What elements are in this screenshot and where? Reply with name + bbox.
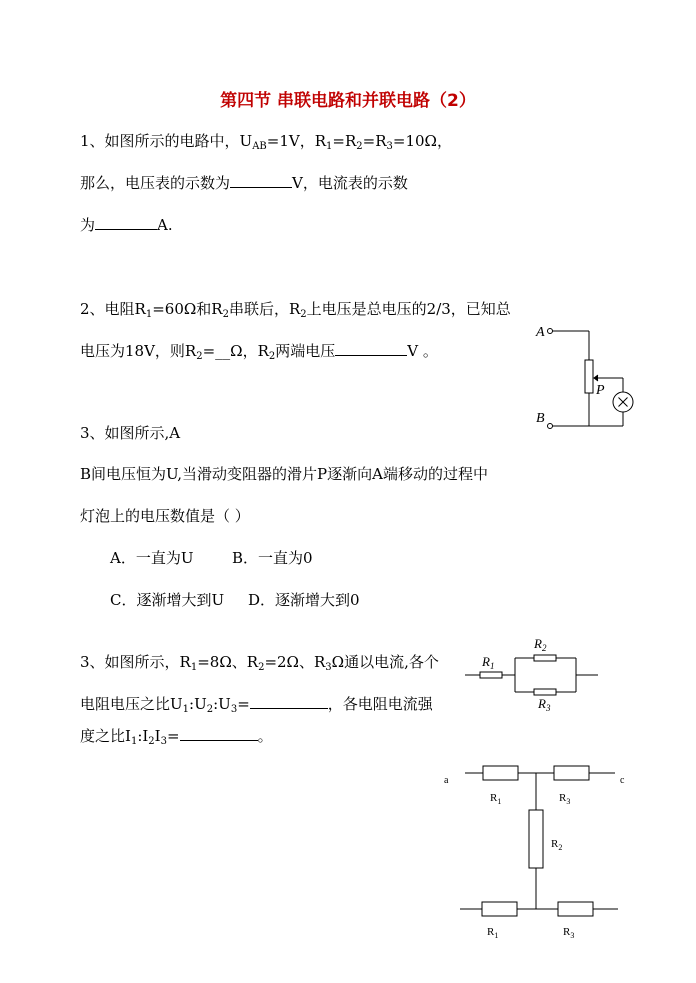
q3-option-d[interactable]: D．逐渐增大到0 [248, 591, 360, 609]
terminal-c-label: c [620, 775, 625, 786]
r1-resistor [480, 672, 502, 678]
r2-resistor [529, 810, 543, 868]
q1-line2: 那么，电压表的示数为 V，电流表的示数 [80, 174, 408, 192]
r3-label: $R_3$ [538, 696, 551, 713]
r3-bottom-label: $R_3$ [563, 926, 575, 940]
terminal-b-node [548, 424, 553, 429]
r1-top-label: $R_1$ [490, 792, 502, 806]
r2-label: $R_2$ [551, 838, 563, 852]
label-p: P [596, 383, 605, 398]
q2-voltage-blank[interactable] [335, 342, 407, 356]
q1-line3: 为 A. [80, 216, 173, 234]
r1-bottom-label: $R_1$ [487, 926, 499, 940]
page-title: 第四节 串联电路和并联电路（2） [220, 91, 476, 111]
rheostat-resistor [585, 360, 593, 393]
t-network-diagram [440, 758, 640, 946]
q4-current-ratio-blank[interactable] [180, 727, 258, 741]
q1-current-blank[interactable] [95, 216, 157, 230]
r2-resistor [534, 655, 556, 661]
q3-option-b[interactable]: B．一直为0 [232, 549, 313, 567]
terminal-a-label: a [444, 775, 449, 786]
q1-voltage-blank[interactable] [230, 174, 292, 188]
q4-line3: 度之比$I_1:I_2I_3=$ 。 [80, 727, 273, 747]
q3-option-a[interactable]: A．一直为U [110, 549, 194, 567]
q4-line2: 电阻电压之比$U_1:U_2:U_3=$ ，各电阻电流强 [80, 695, 433, 715]
q4-line1: 3、如图所示，$R_1=8\Omega$、$R_2=2\Omega$、$R_3\Omega$通以电流,各个 [80, 653, 439, 673]
r3-top-resistor [554, 766, 589, 780]
r3-top-label: $R_3$ [559, 792, 571, 806]
q1-line1: 1、如图所示的电路中，$U_{AB}=1V$，$R_1=R_2=R_3=10\Omega$， [80, 132, 452, 152]
q3-option-c[interactable]: C．逐渐增大到U [110, 591, 225, 609]
parallel-circuit-diagram [460, 634, 605, 714]
q2-line2: 电压为18V，则$R_2=\_\_\Omega$，$R_2$两端电压 V 。 [80, 342, 438, 362]
label-b: B [536, 411, 545, 426]
q3-line2: B间电压恒为U,当滑动变阻器的滑片P逐渐向A端移动的过程中 [80, 465, 488, 483]
q3-line1: 3、如图所示,A [80, 424, 181, 442]
r3-resistor [534, 689, 556, 695]
r1-bottom-resistor [482, 902, 517, 916]
r1-label: $R_1$ [482, 654, 495, 671]
r1-top-resistor [483, 766, 518, 780]
q3-line3: 灯泡上的电压数值是（ ） [80, 507, 250, 525]
terminal-a-node [548, 329, 553, 334]
q4-voltage-ratio-blank[interactable] [250, 695, 328, 709]
r3-bottom-resistor [558, 902, 593, 916]
rheostat-circuit-diagram [530, 318, 640, 438]
label-a: A [536, 325, 545, 340]
r2-label: $R_2$ [534, 636, 547, 653]
q2-line1: 2、电阻$R_1=60\Omega$和$R_2$串联后，$R_2$上电压是总电压的2/3，已知总 [80, 300, 511, 320]
